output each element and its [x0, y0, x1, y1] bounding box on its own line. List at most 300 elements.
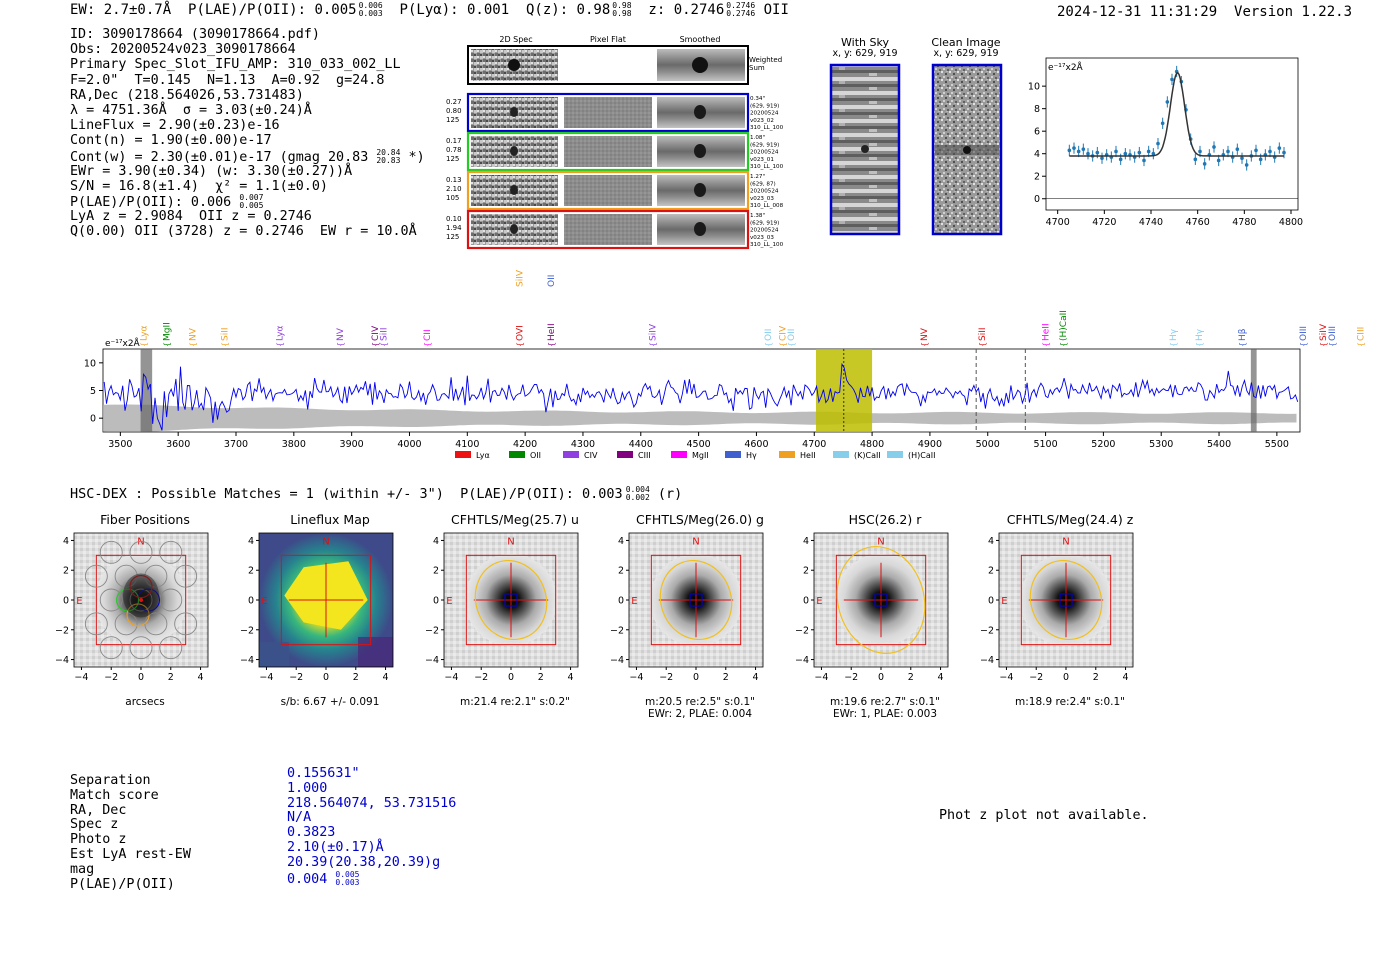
- line-id-bracket: {: [370, 341, 380, 347]
- line-id-label: Hγ: [1168, 328, 1179, 341]
- line-id-label: CIV: [778, 325, 789, 341]
- y-tick-label: 4: [987, 535, 994, 547]
- line-id-label: OII: [764, 328, 774, 341]
- cutout-row-stat: 0.13: [446, 176, 462, 184]
- cutout-row-stat: 125: [446, 233, 460, 241]
- ew-value: EW: 2.7±0.7Å: [70, 2, 172, 18]
- line-id-bracket: {: [1356, 341, 1366, 347]
- qz-sup: 0.98: [612, 1, 632, 10]
- line-id-label: CII: [422, 329, 433, 341]
- thumb-caption-line: EWr: 2, PLAE: 0.004: [647, 708, 753, 720]
- x-tick-label: −4: [444, 672, 459, 683]
- z-sub: 0.2746: [726, 9, 756, 18]
- line-id-label: Lyα: [139, 325, 150, 341]
- thumb-title: CFHTLS/Meg(26.0) g: [636, 512, 764, 527]
- x-tick-label: 4: [197, 672, 204, 683]
- line-id-bracket: {: [787, 341, 797, 347]
- value-match-score: 1.000: [287, 780, 328, 796]
- cutout-row-meta: 20200524: [750, 188, 779, 195]
- line-id-label: CIII: [1356, 326, 1367, 341]
- spectral-cutouts: [444, 32, 794, 257]
- y-tick-label: −2: [794, 625, 809, 637]
- legend-label: CIV: [584, 451, 598, 460]
- y-tick-label: 2: [247, 565, 254, 577]
- x-tick-label: −4: [74, 672, 89, 683]
- label-plae: P(LAE)/P(OII): [70, 876, 175, 892]
- data-point: [1245, 163, 1249, 167]
- thumb-caption: [420, 696, 610, 708]
- x-tick-label: 4760: [1185, 217, 1210, 228]
- cutout-pixelflat: [564, 175, 652, 206]
- info-lineflux: LineFlux = 2.90(±0.23)e-16: [70, 118, 280, 134]
- x-tick-label: 4200: [513, 439, 538, 450]
- cutout-smoothed-source: [694, 105, 706, 119]
- thumb-image-panel: [605, 530, 765, 698]
- thumb-caption: [790, 696, 980, 720]
- data-point: [1278, 146, 1282, 150]
- y-tick-label: 2: [617, 565, 624, 577]
- label-match-score: Match score: [70, 787, 159, 803]
- data-point: [1170, 78, 1174, 82]
- x-tick-label: −4: [629, 672, 644, 683]
- x-tick-label: 3900: [339, 439, 364, 450]
- x-tick-label: 3600: [166, 439, 191, 450]
- legend-swatch: [617, 451, 633, 458]
- legend-swatch: [887, 451, 903, 458]
- clean-image-title-block: [926, 37, 1006, 59]
- data-point: [1212, 145, 1216, 149]
- thumb-title: CFHTLS/Meg(24.4) z: [1006, 512, 1134, 527]
- with-sky-source: [861, 145, 869, 153]
- z-sup: 0.2746: [726, 1, 756, 10]
- y-tick-label: 0: [62, 595, 69, 607]
- data-point: [1203, 162, 1207, 166]
- cutout-smoothed-source: [694, 222, 706, 236]
- data-point: [1138, 151, 1142, 155]
- thumb-caption-line: m:18.9 re:2.4" s:0.1": [1015, 696, 1125, 708]
- cutout-row-meta: 310_LL_100: [750, 125, 784, 132]
- label-radec: RA, Dec: [70, 802, 127, 818]
- line-id-bracket: {: [1238, 341, 1248, 347]
- north-label: N: [1062, 536, 1070, 548]
- cutout-row-meta: 1.08": [750, 135, 766, 141]
- legend-label: Lyα: [476, 451, 490, 460]
- thumb-image-panel: [50, 530, 210, 698]
- cutout-row-stat: 105: [446, 194, 460, 202]
- line-id-bracket: {: [422, 341, 432, 347]
- y-tick-label: 4: [62, 535, 69, 547]
- cutout-row: [446, 94, 784, 131]
- cutout-row-meta: 310_LL_100: [750, 242, 784, 249]
- data-point: [1198, 150, 1202, 154]
- cutout-row-meta: 0.34": [750, 96, 766, 102]
- north-label: N: [692, 536, 700, 548]
- thumb-title: Lineflux Map: [290, 512, 370, 527]
- east-label: E: [446, 596, 453, 607]
- info-plae-sup: 0.007: [239, 193, 264, 203]
- x-tick-label: 0: [877, 672, 885, 683]
- data-point: [1114, 150, 1118, 154]
- phot-z-message: Phot z plot not available.: [939, 808, 1149, 823]
- cutout-row-meta: 310_LL_008: [750, 203, 784, 210]
- thumb-caption: [235, 696, 425, 708]
- info-lambda: λ = 4751.36Å σ = 3.03(±0.24)Å: [70, 102, 312, 118]
- cutout-row-meta: 20200524: [750, 110, 779, 117]
- line-id-bracket: {: [1168, 341, 1178, 347]
- data-point: [1226, 150, 1230, 154]
- y-tick-label: 4: [617, 535, 624, 547]
- y-tick-label: −4: [424, 655, 439, 667]
- x-tick-label: −4: [999, 672, 1014, 683]
- label-mag: mag: [70, 861, 95, 877]
- full-spectrum-chart: [60, 269, 1367, 465]
- north-label: N: [137, 536, 145, 548]
- x-tick-label: −2: [289, 672, 304, 683]
- x-tick-label: 2: [537, 672, 544, 683]
- y-tick-label: 4: [247, 535, 254, 547]
- y-tick-label: 4: [1033, 149, 1040, 161]
- cutout-pixelflat: [564, 136, 652, 167]
- x-tick-label: 4700: [802, 439, 827, 450]
- value-plae-sup: 0.005: [335, 869, 360, 879]
- x-tick-label: 2: [907, 672, 914, 683]
- hsc-plae-sub: 0.002: [625, 493, 650, 502]
- x-tick-label: 4780: [1232, 217, 1257, 228]
- info-cont-w-row: [70, 149, 425, 164]
- hsc-plae-sup: 0.004: [625, 485, 650, 494]
- x-tick-label: 3800: [281, 439, 306, 450]
- cutout-row-meta: v023_01: [750, 156, 774, 163]
- value-mag: 20.39(20.38,20.39)g: [287, 854, 441, 870]
- x-tick-label: −2: [474, 672, 489, 683]
- legend-label: (H)CaII: [908, 451, 936, 460]
- line-id-label: OIII: [1298, 325, 1309, 341]
- east-label: E: [631, 596, 638, 607]
- north-label: N: [322, 536, 330, 548]
- legend-label: MgII: [692, 451, 709, 460]
- data-point: [1156, 142, 1160, 146]
- cutout-row-stat: 0.10: [446, 215, 462, 223]
- data-point: [1077, 150, 1081, 154]
- x-tick-label: 4800: [1278, 217, 1304, 228]
- x-tick-label: −2: [1029, 672, 1044, 683]
- line-id-bracket: {: [220, 341, 230, 347]
- x-tick-label: 4: [382, 672, 389, 683]
- data-point: [1068, 149, 1072, 153]
- line-id-bracket: {: [1194, 341, 1204, 347]
- thumb-caption-line: m:21.4 re:2.1" s:0.2": [460, 696, 570, 708]
- y-tick-label: −2: [609, 625, 624, 637]
- thumb-caption-line: m:20.5 re:2.5" s:0.1": [645, 696, 755, 708]
- east-label: E: [76, 596, 83, 607]
- cutout-2dspec-source: [510, 107, 518, 117]
- value-spec-z: N/A: [287, 810, 312, 826]
- line-id-bracket: {: [648, 341, 658, 347]
- north-label: N: [877, 536, 885, 548]
- x-tick-label: 4720: [1092, 217, 1117, 228]
- x-tick-label: −2: [104, 672, 119, 683]
- info-plae: P(LAE)/P(OII): 0.006: [70, 195, 232, 211]
- line-id-label: MgII: [162, 322, 173, 341]
- plae-sub: 0.003: [358, 9, 383, 18]
- line-id-bracket: {: [920, 341, 930, 347]
- line-id-label: SiIV: [1319, 323, 1330, 341]
- plae-sup: 0.006: [358, 1, 383, 10]
- x-tick-label: 4500: [686, 439, 711, 450]
- x-tick-label: 4700: [1045, 217, 1070, 228]
- z-value: z: 0.2746: [648, 2, 725, 18]
- cutout-row-meta: (629, 87): [750, 181, 776, 188]
- thumb-caption-line: arcsecs: [125, 696, 165, 708]
- label-est-lya: Est LyA rest-EW: [70, 846, 191, 862]
- info-obs: Obs: 20200524v023_3090178664: [70, 42, 296, 58]
- y-tick-label: −2: [979, 625, 994, 637]
- x-tick-label: 5100: [1033, 439, 1058, 450]
- cutout-smoothed-source: [694, 144, 706, 158]
- value-plae-row: [287, 871, 456, 886]
- hsc-dex-title: HSC-DEX : Possible Matches = 1 (within +/- 3") P(LAE)/P(OII): 0.003: [70, 486, 623, 502]
- line-id-bracket: {: [275, 341, 285, 347]
- z-type: OII: [763, 2, 789, 18]
- line-id-label: SiII: [220, 327, 231, 341]
- y-tick-label: 5: [89, 386, 96, 397]
- line-id-label-upper: OII: [547, 274, 558, 287]
- y-tick-label: 6: [1033, 126, 1040, 138]
- line-id-bracket: {: [379, 341, 389, 347]
- info-sn: S/N = 16.8(±1.4) χ² = 1.1(±0.0): [70, 178, 328, 194]
- data-point: [1254, 149, 1258, 153]
- data-point: [1142, 159, 1146, 163]
- cutout-row-meta: (629, 919): [750, 142, 780, 149]
- thumb-title: CFHTLS/Meg(25.7) u: [451, 512, 579, 527]
- line-id-bracket: {: [977, 341, 987, 347]
- thumb-image-panel: [420, 530, 580, 698]
- weighted-sum-label: Weighted Sum: [749, 56, 783, 72]
- line-id-label: HeII: [547, 323, 558, 341]
- line-id-bracket: {: [162, 341, 172, 347]
- east-label: E: [1001, 596, 1008, 607]
- with-sky-coords: x, y: 629, 919: [832, 48, 898, 59]
- line-id-label: HeII: [1041, 323, 1052, 341]
- x-tick-label: 0: [507, 672, 515, 683]
- line-id-label: Hβ: [1238, 328, 1249, 341]
- legend-swatch: [833, 451, 849, 458]
- x-tick-label: 4: [937, 672, 944, 683]
- lineflux-corner: [259, 642, 289, 667]
- cutout-col-2dspec: 2D Spec: [499, 35, 533, 44]
- data-point: [1236, 147, 1240, 151]
- legend-label: (K)CaII: [854, 451, 881, 460]
- line-id-bracket: {: [764, 341, 773, 347]
- data-point: [1119, 158, 1123, 162]
- y-tick-label: 2: [62, 565, 69, 577]
- label-separation: Separation: [70, 773, 151, 788]
- x-tick-label: 4400: [628, 439, 653, 450]
- cutout-row-meta: v023_02: [750, 117, 774, 124]
- data-point: [1100, 156, 1104, 160]
- x-tick-label: 2: [722, 672, 729, 683]
- line-id-label-upper: SiIV: [515, 269, 526, 287]
- y-tick-label: −4: [979, 655, 994, 667]
- y-tick-label: 10: [83, 358, 96, 370]
- x-tick-label: 4: [752, 672, 759, 683]
- y-tick-label: 0: [1033, 194, 1040, 206]
- line-id-label: SiIV: [648, 323, 659, 341]
- x-tick-label: 4: [1122, 672, 1129, 683]
- x-tick-label: 4000: [397, 439, 422, 450]
- detection-info: [70, 27, 425, 240]
- y-tick-label: −4: [54, 655, 69, 667]
- line-id-bracket: {: [1298, 341, 1308, 347]
- data-point: [1259, 158, 1263, 162]
- y-tick-label: 0: [987, 595, 994, 607]
- x-tick-label: 0: [1062, 672, 1070, 683]
- line-id-label: OII: [787, 328, 798, 341]
- info-ewr: EWr = 3.90(±0.34) (w: 3.30(±0.27))Å: [70, 163, 353, 179]
- value-photo-z: 0.3823: [287, 825, 336, 841]
- info-q: Q(0.00) OII (3728) z = 0.2746 EW r = 10.0Å: [70, 224, 417, 240]
- cutout-2dspec-source: [510, 185, 518, 195]
- legend-label: CIII: [638, 451, 651, 460]
- legend-label: OII: [530, 451, 542, 460]
- cutout-pixelflat: [564, 214, 652, 245]
- line-id-bracket: {: [515, 341, 525, 347]
- x-tick-label: 3700: [223, 439, 249, 450]
- data-point: [1082, 147, 1086, 151]
- data-point: [1161, 122, 1165, 126]
- label-spec-z: Spec z: [70, 817, 119, 833]
- thumb-caption-line: s/b: 6.67 +/- 0.091: [280, 696, 380, 708]
- plae-value: P(LAE)/P(OII): 0.005: [188, 2, 357, 18]
- thumb-image-panel: [975, 530, 1135, 698]
- y-tick-label: 2: [802, 565, 809, 577]
- line-id-label: OVI: [515, 325, 526, 341]
- info-params: F=2.0" T=0.145 N=1.13 A=0.92 g=24.8: [70, 72, 385, 88]
- y-tick-label: 4: [802, 535, 809, 547]
- legend-swatch: [455, 451, 471, 458]
- source-blob: [123, 574, 159, 618]
- value-plae: 0.004: [287, 871, 328, 887]
- cutout-smoothed-source: [694, 183, 706, 197]
- x-tick-label: 2: [1092, 672, 1099, 683]
- cutout-row: [446, 172, 784, 209]
- info-cont-w-tail: *): [400, 149, 425, 165]
- match-values: [287, 767, 456, 885]
- legend-swatch: [509, 451, 525, 458]
- legend-swatch: [563, 451, 579, 458]
- clean-image-coords: x, y: 629, 919: [933, 48, 999, 59]
- data-point: [1086, 152, 1090, 156]
- data-point: [1166, 100, 1170, 104]
- hsc-plae-tail: (r): [649, 486, 683, 502]
- legend-swatch: [671, 451, 687, 458]
- thumb-caption: [975, 696, 1165, 708]
- x-tick-label: 4600: [744, 439, 769, 450]
- cutout-col-pixelflat: Pixel Flat: [590, 35, 626, 44]
- value-separation: 0.155631": [287, 766, 360, 781]
- x-tick-label: 2: [352, 672, 359, 683]
- data-point: [1240, 156, 1244, 160]
- cutout-row-meta: 310_LL_100: [750, 164, 784, 171]
- y-tick-label: 8: [1033, 104, 1040, 116]
- info-lya: LyA z = 2.9084 OII z = 0.2746: [70, 209, 312, 225]
- line-id-bracket: {: [1041, 341, 1051, 347]
- cutout-row-stat: 0.78: [446, 146, 462, 154]
- sky-images: [829, 63, 1005, 237]
- data-point: [1124, 152, 1128, 156]
- line-id-bracket: {: [139, 341, 149, 347]
- label-photo-z: Photo z: [70, 832, 127, 848]
- thumb-image-panel: [790, 530, 950, 698]
- line-id-label: SiII: [379, 327, 390, 341]
- thumb-caption: [50, 696, 240, 708]
- x-tick-label: 4740: [1138, 217, 1164, 228]
- thumb-image-panel: [235, 530, 395, 698]
- legend-swatch: [725, 451, 741, 458]
- y-tick-label: 0: [617, 595, 624, 607]
- line-id-bracket: {: [1319, 341, 1329, 347]
- legend-swatch: [779, 451, 795, 458]
- weighted-sum-row: [468, 46, 782, 84]
- cutout-row-stat: 1.94: [446, 224, 462, 232]
- y-tick-label: 4: [432, 535, 439, 547]
- cutout-row-stat: 0.80: [446, 107, 462, 115]
- cutout-row-stat: 2.10: [446, 185, 462, 193]
- line-id-bracket: {: [547, 341, 557, 347]
- east-label: E: [816, 596, 823, 607]
- east-label: E: [261, 596, 268, 607]
- data-point: [1072, 146, 1076, 150]
- value-radec: 218.564074, 53.731516: [287, 795, 457, 811]
- line-id-bracket: {: [188, 341, 198, 347]
- timestamp: 2024-12-31 11:31:29: [1057, 4, 1218, 20]
- with-sky-title-block: [828, 37, 902, 59]
- data-point: [1217, 159, 1221, 163]
- data-point: [1268, 150, 1272, 154]
- info-primary: Primary Spec_Slot_IFU_AMP: 310_033_002_LL: [70, 57, 401, 73]
- line-id-label: OIII: [1327, 325, 1338, 341]
- lineflux-corner: [358, 637, 393, 667]
- x-tick-label: 0: [137, 672, 145, 683]
- x-tick-label: 3500: [108, 439, 133, 450]
- info-plae-sub: 0.005: [239, 201, 264, 211]
- cutout-2dspec-source: [510, 224, 518, 234]
- cutout-row-meta: 1.27": [750, 174, 766, 180]
- y-tick-label: −2: [424, 625, 439, 637]
- clean-image-title: Clean Image: [931, 36, 1001, 49]
- y-tick-label: −2: [54, 625, 69, 637]
- x-tick-label: 5400: [1206, 439, 1232, 450]
- y-tick-label: 0: [802, 595, 809, 607]
- cutout-row-stat: 0.27: [446, 98, 462, 106]
- x-tick-label: 4: [567, 672, 574, 683]
- y-tick-label: 10: [1027, 81, 1040, 93]
- info-cont-w-sup: 20.84: [376, 147, 401, 157]
- qz-sub: 0.98: [612, 9, 632, 18]
- info-plae-row: [70, 194, 425, 209]
- x-tick-label: −2: [844, 672, 859, 683]
- hsc-dex-header: [70, 486, 682, 502]
- y-tick-label: 0: [247, 595, 254, 607]
- line-fit-chart: [1018, 52, 1318, 230]
- plya-value: P(Lyα): 0.001: [399, 2, 510, 18]
- cutout-row-meta: v023_03: [750, 234, 774, 241]
- legend-label: HeII: [800, 451, 816, 460]
- x-tick-label: 5500: [1264, 439, 1289, 450]
- timestamp-version: [1057, 4, 1352, 20]
- y-tick-label: −4: [239, 655, 254, 667]
- qz-value: Q(z): 0.98: [525, 2, 611, 18]
